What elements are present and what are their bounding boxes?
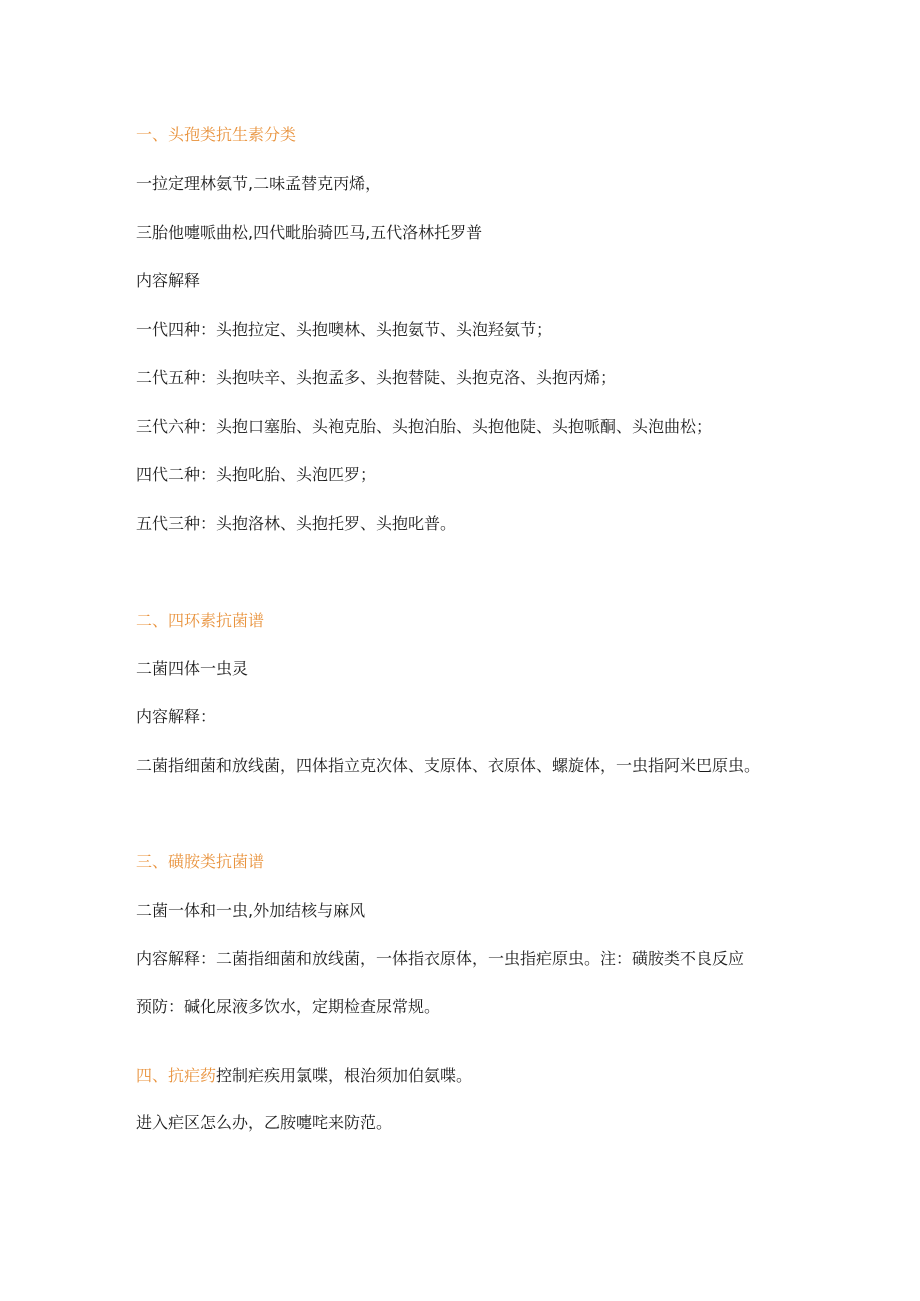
section3-mnemonic: 二菌一体和一虫,外加结核与麻风 [136,901,366,920]
section1-gen3: 三代六种：头抱口塞胎、头袍克胎、头抱泊胎、头抱他陡、头抱哌酮、头泡曲松； [136,417,713,436]
section1-gen1: 一代四种：头抱拉定、头抱噢林、头抱氨节、头泡羟氨节； [136,320,553,339]
section1-heading: 一、头孢类抗生素分类 [136,125,297,144]
section1-gen2: 二代五种：头抱呋辛、头抱孟多、头抱替陡、头抱克洛、头抱丙烯； [136,368,617,387]
section4-line2: 进入疟区怎么办，乙胺嚏咤来防范。 [136,1113,393,1132]
section4-heading-line [136,1065,472,1087]
section1-mnemonic-2: 三胎他嚏哌曲松,四代毗胎骑匹马,五代洛林托罗普 [136,223,483,242]
section3-prevention: 预防：碱化尿液多饮水，定期检查尿常规。 [136,997,441,1016]
section1-mnemonic-1: 一拉定理林氨节,二味孟替克丙烯， [136,174,382,193]
section2-explain: 二菌指细菌和放线菌，四体指立克次体、支原体、衣原体、螺旋体，一虫指阿米巴原虫。 [136,756,761,775]
section3-heading: 三、磺胺类抗菌谱 [136,852,265,871]
section1-gen4: 四代二种：头抱叱胎、头泡匹罗； [136,465,377,484]
section1-explain-label: 内容解释 [136,271,201,290]
section2-heading: 二、四环素抗菌谱 [136,611,265,630]
section1-gen5: 五代三种：头抱洛林、头抱托罗、头抱叱普。 [136,514,457,533]
section2-explain-label: 内容解释： [136,707,217,726]
section2-mnemonic: 二菌四体一虫灵 [136,659,249,678]
section4-heading-rest: 控制疟疾用氯喋，根治须加伯氨喋。 [216,1066,473,1085]
section3-explain: 内容解释：二菌指细菌和放线菌，一体指衣原体，一虫指疟原虫。注：磺胺类不良反应 [136,949,745,968]
section4-heading: 四、抗疟药 [136,1066,217,1085]
